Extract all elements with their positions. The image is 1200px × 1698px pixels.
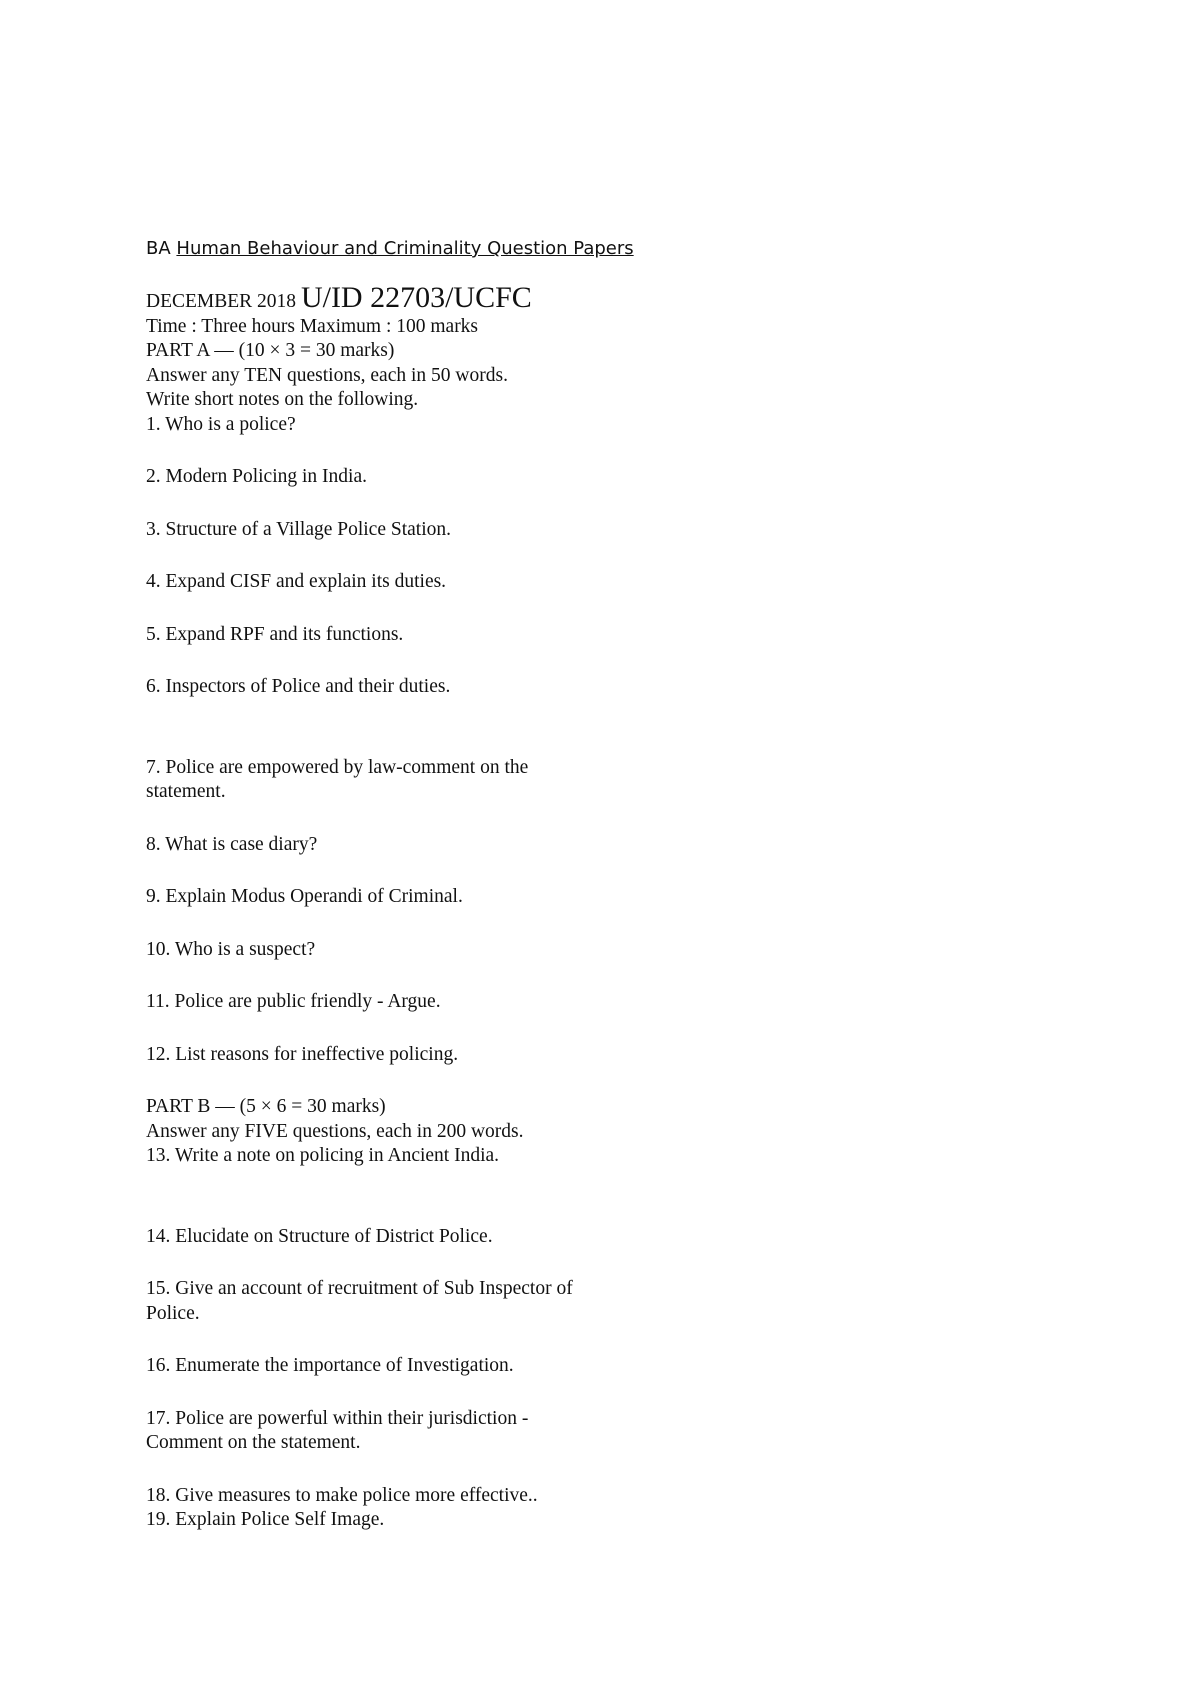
heading-title: Human Behaviour and Criminality Question Papers xyxy=(176,238,634,259)
part-a-subinstruction: Write short notes on the following. xyxy=(146,389,419,410)
question-12: 12. List reasons for ineffective policing. xyxy=(146,1043,459,1065)
question-7-cont: statement. xyxy=(146,781,226,802)
question-7: 7. Police are empowered by law-comment on the xyxy=(146,756,529,778)
question-4: 4. Expand CISF and explain its duties. xyxy=(146,571,447,592)
document-heading xyxy=(146,238,634,259)
exam-time: Time : Three hours Maximum : 100 marks xyxy=(146,315,479,337)
question-15-cont: Police. xyxy=(146,1302,200,1324)
question-17-cont: Comment on the statement. xyxy=(146,1432,361,1453)
question-9: 9. Explain Modus Operandi of Criminal. xyxy=(146,886,463,907)
question-5: 5. Expand RPF and its functions. xyxy=(146,623,404,645)
part-b-instruction: Answer any FIVE questions, each in 200 words. xyxy=(146,1120,524,1142)
question-11: 11. Police are public friendly - Argue. xyxy=(146,991,441,1012)
question-17: 17. Police are powerful within their jurisdiction - xyxy=(146,1407,529,1429)
question-19: 19. Explain Police Self Image. xyxy=(146,1509,385,1530)
question-16: 16. Enumerate the importance of Investigation. xyxy=(146,1355,514,1376)
exam-session: DECEMBER 2018 xyxy=(146,291,297,312)
heading-prefix: BA xyxy=(146,238,171,259)
part-a-instruction: Answer any TEN questions, each in 50 words. xyxy=(146,364,508,386)
question-3: 3. Structure of a Village Police Station. xyxy=(146,518,451,540)
exam-session-line xyxy=(146,281,646,315)
question-6: 6. Inspectors of Police and their duties. xyxy=(146,676,451,697)
question-18: 18. Give measures to make police more effective.. xyxy=(146,1484,538,1506)
question-15: 15. Give an account of recruitment of Sub Inspector of xyxy=(146,1278,573,1299)
question-13: 13. Write a note on policing in Ancient India. xyxy=(146,1145,500,1166)
question-1: 1. Who is a police? xyxy=(146,413,296,435)
exam-code: U/ID 22703/UCFC xyxy=(300,281,532,314)
part-a-title: PART A — (10 × 3 = 30 marks) xyxy=(146,340,395,361)
question-8: 8. What is case diary? xyxy=(146,833,318,855)
part-b-title: PART B — (5 × 6 = 30 marks) xyxy=(146,1096,386,1117)
question-14: 14. Elucidate on Structure of District Police. xyxy=(146,1225,493,1247)
question-paper-body xyxy=(146,281,646,1533)
question-10: 10. Who is a suspect? xyxy=(146,938,316,960)
question-2: 2. Modern Policing in India. xyxy=(146,466,367,487)
